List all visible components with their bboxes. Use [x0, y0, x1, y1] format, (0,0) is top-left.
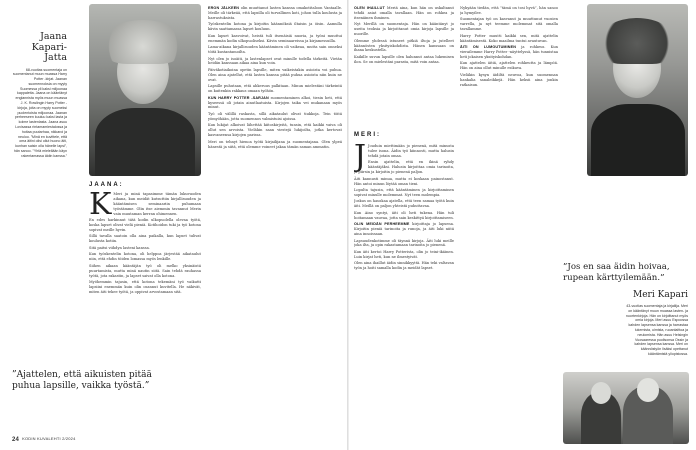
- dropcap-j: J: [354, 144, 367, 174]
- right-column: [460, 6, 558, 434]
- page-number: 24: [12, 437, 20, 443]
- mid-right-p3: Olemme yhdessä istuneet pitkiä iltoja ja jutelleet käännösten yksityiskohdista. Hänen kanssaan on ihana keskustella.: [354, 38, 454, 53]
- right-author-block: [624, 290, 688, 357]
- right-heading: ÄITI ON LUMOUTUMINEN: [460, 45, 517, 50]
- mid-right-p10: Kun Aino syntyi, äiti oli heti tukena. Hän tuli hoitamaan vauvaa, jotta sain keskittyä kirjoittamiseen.: [354, 210, 454, 220]
- mid-left-column: [208, 6, 342, 434]
- mid-right-p7: Äiti kannusti minua, mutta ei koskaan painostanut. Hän antoi minun löytää oman tieni.: [354, 176, 454, 186]
- right-p1: Nykyään tiedän, että ”tämä on tosi hyvä”, hän sanoo ja hymyilee.: [460, 6, 558, 15]
- left-body-column: [89, 192, 201, 432]
- mid-left-p8: suomentaminen alkoi, tiesin heti, että kyseessä oli jotain ainutlaatuista. Kirjojen taika vei mukanaan myös minut.: [208, 95, 342, 110]
- left-body-p3: Sillä tavalla saatoin olla aina paikalla, kun lapset tulivat koulusta kotiin.: [89, 234, 201, 244]
- right-author-bio: 43-vuotias suomentaja ja kirjailija. Meri on kääntänyt muun muassa lasten- ja nuortenkirjoja. Hän on kirjoittanut myös omia kirjoja. Meri asuu Espoossa kahden lapsensa kanssa ja harrastaa lukemista, uimista, ruoanlaittoa ja neulomista. Hän asuu Helsingin Vuosaaressa puolisonsa Ossin ja kahden lapsensa kanssa. Meri on käännöstyön lisäksi opettanut kääntämistä yliopistossa.: [625, 304, 688, 356]
- mid-left-p5: Nyt olen jo isoäiti, ja lastenlapset ovat minulle todella tärkeitä. Vietän heidän kanssaan aikaa aina kun voin.: [208, 56, 342, 66]
- mid-right-column: [354, 144, 454, 434]
- mid-left-p1: olin muuttanut lasten kanssa omakotitaloon Vantaalle. Meille oli tärkeää, että lapsilla oli turvallinen koti, johon tulla koulusta ja harrastuksista.: [208, 6, 342, 20]
- dropcap-k: K: [89, 192, 112, 222]
- right-p6: Vieläkin kysyn äidiltä neuvoa, kun suomennan hankalia sanaleikkejä. Hän keksii aina jonkin ratkaisun.: [460, 72, 558, 87]
- mid-right-heading-2: OLIN MEIDÄN PERHEEMME: [354, 222, 410, 227]
- mid-right-p12: Lapsuudenkotimme oli täynnä kirjoja. Äiti luki meille joka ilta, ja opin rakastamaan tarinoita jo pienenä.: [354, 238, 454, 248]
- left-body-p2: En edes harkinnut tätä kodin ulkopuolella olevaa työtä, koska lapset olivat vielä pieniä. Kotihoidon tuki ja työ kotona sopivat meille hyvin.: [89, 218, 201, 232]
- mid-right-p9: Joskus on hauskaa ajatella, että teen samaa työtä kuin äiti. Meillä on paljon yhteistä puhuttavaa.: [354, 199, 454, 209]
- left-body-p6: Siihen aikaan kääntäjän työ oli melko yksinäistä puurtamista, mutta minä nautin siitä. Sain tehdä rauhassa työtä, jota rakastin, ja lapset saivat olla kotona.: [89, 263, 201, 278]
- mid-left-p7: Lapsille puhutaan, että ahkeruus palkitaan. Minun mielestäni tärkeintä on kuitenkin rakkaus omaan työhön.: [208, 84, 342, 94]
- mid-right-p6: Ensin ajattelin, että en ikinä ryhdy kääntäjäksi. Halusin kirjoittaa omia tarinoita, ja piirsin ja kirjoitin jo pienenä paljon.: [354, 160, 454, 175]
- left-body-p7: Myöhemmin tajusin, että kotona tekemäni työ vaikutti lapsiini enemmän kuin olin osannut kuvitella. He näkivät, miten äiti tekee työtä, ja oppivat arvostamaan sitä.: [89, 280, 201, 294]
- right-p2: Suomentajan työ on kasvanut ja muuttunut vuosien varrella, ja nyt teemme molemmat sitä omalla tavallamme.: [460, 17, 558, 32]
- mid-left-heading-2: KUN HARRY POTTER -SARJAN: [208, 95, 269, 100]
- mid-left-p11: Meri on tehnyt hienoa työtä kirjailijana ja suomentajana. Olen ylpeä hänestä ja siitä, että olemme voineet jakaa tämän saman ammatin.: [208, 139, 342, 149]
- right-portrait-photo: [587, 4, 688, 176]
- mid-left-p10: Kun lukijat alkoivat lähettää kiitoskirjeitä, tunsin, että kaikki vaiva oli ollut sen arvoista. Vieläkin saan viestejä lukijoilta, jotka kertovat kasvaneensa kirjojen parissa.: [208, 123, 342, 138]
- right-author-name: Meri Kapari: [633, 290, 688, 300]
- page-gutter: [347, 0, 349, 450]
- left-author-block: [12, 32, 67, 159]
- left-pull-quote: ”Ajattelen, että aikuisten pitää puhua lapsille, vaikka työstä.”: [12, 370, 152, 391]
- left-author-bio: 68-vuotias suomentaja on suomentanut muun muassa Harry Potter -kirjat. Jaanan suomennoksia on myyty Suomessa yli kaksi miljoonaa kappaletta. Jaana on kääntänyt englannista myös muun muassa J. K. Rowlingin Harry Potter -kirjoja, joita on myyty suomeksi puolentoista miljoonaa. Jaanan perheeseen kuuluu kaksi lasta ja kolme lastenlasta. Jaana asuu Lovisassa rintamamiestalossa ja hoitaa puutarhaa, nikkaroi ja neuloo. ”Minä en kuvittele, että oma äitini olisi ollut huono äiti, kunhan saisin olla hänelle lapsi”, hän sanoo. ”Yhtä mielellään käyn rakentamassa äidin kanssa.”: [12, 67, 67, 158]
- mid-right-p4: Kaikille suvun lapsille olen halunnut antaa lukemisen ilon. Se on mielestäni parasta, mitä voin antaa.: [354, 54, 454, 64]
- mid-right-p14: Olen aina ihaillut äidin sinnikkyyttä. Hän teki valtavan työn ja hoiti samalla kodin ja meidät lapset.: [354, 261, 454, 271]
- mid-right-p8: Lopulta tajusin, että kääntäminen ja kirjoittaminen sopivat minulle molemmat. Nyt teen molempia.: [354, 188, 454, 197]
- right-p4: ja rohkeus. Kun vierailemme Harry Potter -näyttelyssä, hän tunnistaa heti jokaisen yksityiskohdan.: [460, 45, 558, 59]
- mid-left-p2: Työskentelin kotona ja kirjoitin käännöksiä iltaisin ja öisin. Aamulla kävin saattamassa lapset kouluun.: [208, 22, 342, 32]
- mid-right-p1: Meriä aina, kun hän on uskaltanut tehdä asiat omalla tavallaan. Hän on rohkea ja itsenäinen ihminen.: [354, 6, 454, 20]
- mid-right-p13: Kun äiti kertoi Harry Potterista, olin jo teini-ikäinen. Luin kirjat heti, kun ne ilmestyivät.: [354, 249, 454, 259]
- magazine-name: KODIN KUVALEHTI 2/2024: [22, 436, 76, 441]
- left-author-name: Jaana Kapari-Jatta: [31, 31, 67, 63]
- mid-left-p3: Kun lapset kasvoivat, heistä tuli itsenäisiä nuoria, ja työni muuttui enemmän kodin ulkopuoliseksi. Kävin seminaareissa ja kirjamessuilla.: [208, 33, 342, 43]
- mid-right-heading: OLEN IHAILLUT: [354, 6, 385, 10]
- right-section-label: MERI:: [354, 132, 381, 138]
- mid-left-p6: Päiväkotiaikoina opetin lapsille, miten vaikeistakin asioista voi puhua. Olen aina ajatellut, että lasten kanssa pitää puhua asioista niin kuin ne ovat.: [208, 67, 342, 82]
- left-portrait-photo: [89, 4, 201, 176]
- mid-right-p5: Jouduin miettimään jo pienenä, mitä minusta tulee isona. Äidin työ kiinnosti, mutta halusin tehdä jotain omaa.: [368, 144, 454, 158]
- mid-left-heading: ERON JÄLKEEN: [208, 6, 240, 10]
- left-body-p4: Sitä paitsi viihdyn lasteni kanssa.: [89, 245, 150, 250]
- left-section-label: JAANA:: [89, 182, 124, 188]
- right-p5: Kun ajattelen äitiä, ajattelen rohkeutta ja lämpöä. Hän on aina ollut minulle esikuva.: [460, 61, 558, 71]
- right-pull-quote: ”Jos en saa äidin hoivaa, rupean kärttyilemään.”: [563, 262, 670, 283]
- mid-right-p11: kirjoittaja jo lapsena. Kirjoitin pieniä tarinoita ja runoja, ja äiti luki niitä aina innoissaan.: [354, 222, 454, 237]
- right-p3: Harry Potter muutti kaikki sen, mitä ajattelin kääntämisestä. Koko maailma tuntui avautuvan.: [460, 33, 558, 43]
- page-footer: [12, 436, 76, 443]
- mid-right-p2: Nyt Merillä on suomentaja. Hän on kääntänyt jo useita teoksia ja kirjoittanut omia kirjoja lapsille ja nuorille.: [354, 22, 454, 37]
- mid-left-p4: Lama-aikana kirjallisuuden kääntäminen oli vaikeaa, mutta sain onneksi töitä kustantamoilta.: [208, 45, 342, 55]
- left-body-p5: Kun työskentelin kotona, oli helppoa järjestää aikataulut niin, että ehdin töiden lomassa myös lenkille.: [89, 252, 201, 262]
- left-body-p1: Meri ja minä tapasimme tämän lukuvuoden aikana, kun meidät kutsuttiin kirjallisuuden ja kääntämisen seminaariin puhumaan työstämme. Olin itse aiemmin tavannut Merin vain muutaman kerran ohimennen.: [113, 192, 201, 216]
- mid-right-column-top: [354, 6, 454, 128]
- mid-left-p9: Työ oli välillä raskasta, sillä aikataulut olivat tiukkoja. Tein töitä yömyöhään, jotta suomennos valmistuisi ajoissa.: [208, 111, 342, 121]
- small-photo: [563, 372, 689, 444]
